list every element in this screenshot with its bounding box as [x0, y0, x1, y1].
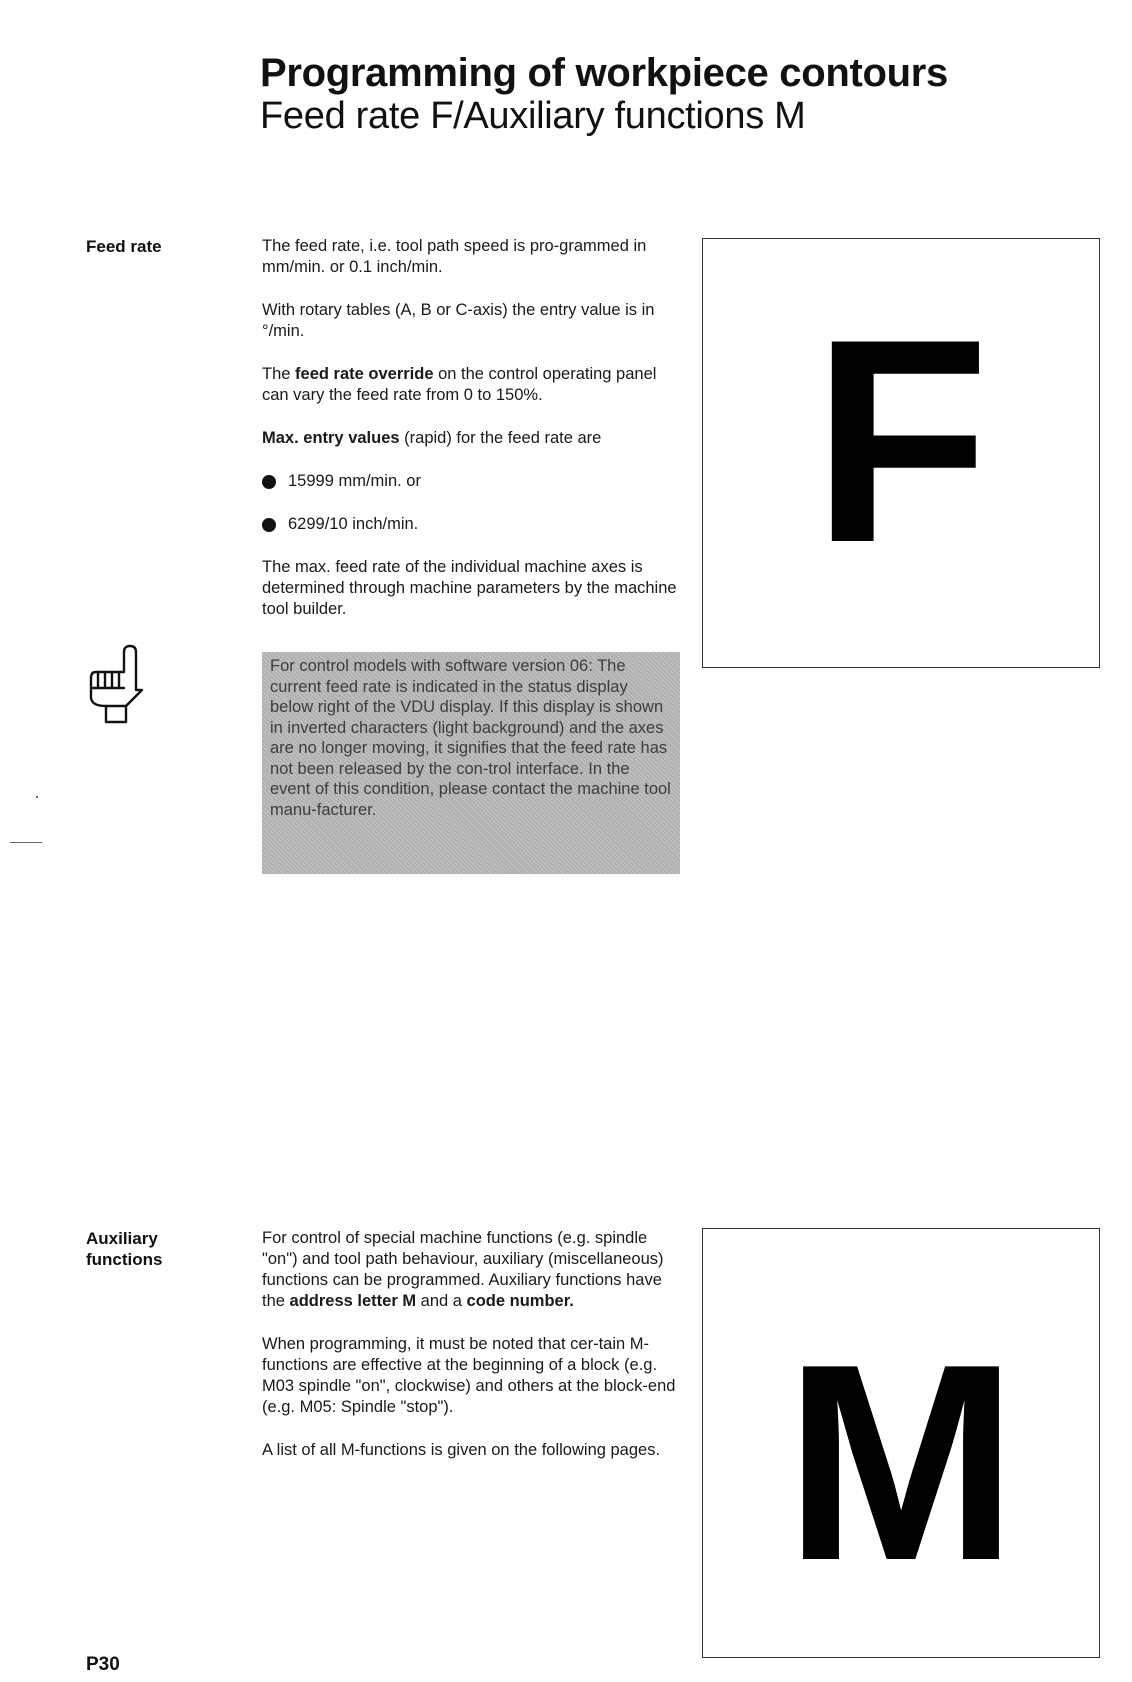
feed-rate-paragraph-3 [262, 364, 682, 406]
auxiliary-paragraph-1 [262, 1228, 682, 1312]
address-letter-term: address letter M [289, 1292, 417, 1310]
feed-rate-paragraph-5: The max. feed rate of the individual machine axes is determined through machine parameters by the machine tool builder. [262, 558, 677, 618]
software-version-note: For control models with software version 06: The current feed rate is indicated in the status display below right of the VDU display. If this display is shown in inverted characters (light background) and the axes are no longer moving, it signifies that the feed rate has not been released by the con-trol interface. In the event of this condition, please contact the machine tool manu-facturer. [262, 652, 680, 874]
bullet-text: 15999 mm/min. or [288, 472, 421, 490]
auxiliary-paragraph-2: When programming, it must be noted that cer-tain M-functions are effective at the beginning of a block (e.g. M03 spindle "on", clockwise) and others at the block-end (e.g. M05: Spindle "stop"). [262, 1335, 676, 1416]
section-label-line-1: Auxiliary [86, 1229, 158, 1248]
hand-pointing-icon [84, 644, 146, 726]
auxiliary-paragraph-3: A list of all M-functions is given on the following pages. [262, 1441, 661, 1459]
feed-rate-paragraph-2: With rotary tables (A, B or C-axis) the entry value is in °/min. [262, 301, 655, 340]
bullet-text: 6299/10 inch/min. [288, 515, 419, 533]
feed-rate-paragraph-4 [262, 428, 682, 449]
feed-rate-text [262, 236, 682, 642]
code-number-term: code number. [466, 1292, 574, 1310]
page-title: Programming of workpiece contours [260, 51, 948, 95]
margin-dot [36, 796, 38, 798]
auxiliary-text [262, 1228, 682, 1483]
page-subtitle: Feed rate F/Auxiliary functions M [260, 95, 806, 137]
page-number: P30 [86, 1654, 120, 1675]
p3-post: on the control operating panel can vary the feed rate from 0 to 150%. [262, 365, 657, 404]
p4-post: (rapid) for the feed rate are [399, 429, 602, 447]
bullet-icon [262, 475, 276, 489]
margin-mark [10, 842, 42, 843]
feed-rate-override-term: feed rate override [295, 365, 434, 383]
p3-pre: The [262, 365, 296, 383]
section-label-auxiliary-functions [86, 1228, 206, 1270]
letter-f: F [812, 279, 990, 603]
letter-m-box [702, 1228, 1100, 1658]
max-entry-values-term: Max. entry values [262, 429, 400, 447]
bullet-icon [262, 518, 276, 532]
bullet-item [262, 514, 682, 535]
section-label-line-2: functions [86, 1250, 163, 1269]
bullet-item [262, 471, 682, 492]
aux-p1-mid: and a [416, 1292, 467, 1310]
letter-f-box [702, 238, 1100, 668]
letter-m: M [784, 1307, 1018, 1619]
feed-rate-paragraph-1: The feed rate, i.e. tool path speed is pro-grammed in mm/min. or 0.1 inch/min. [262, 237, 647, 276]
section-label-feed-rate: Feed rate [86, 237, 162, 256]
aux-p1-pre: For control of special machine functions (e.g. spindle "on") and tool path behaviour, auxiliary (miscellaneous) functions can be programmed. Auxiliary functions have the [262, 1229, 664, 1310]
